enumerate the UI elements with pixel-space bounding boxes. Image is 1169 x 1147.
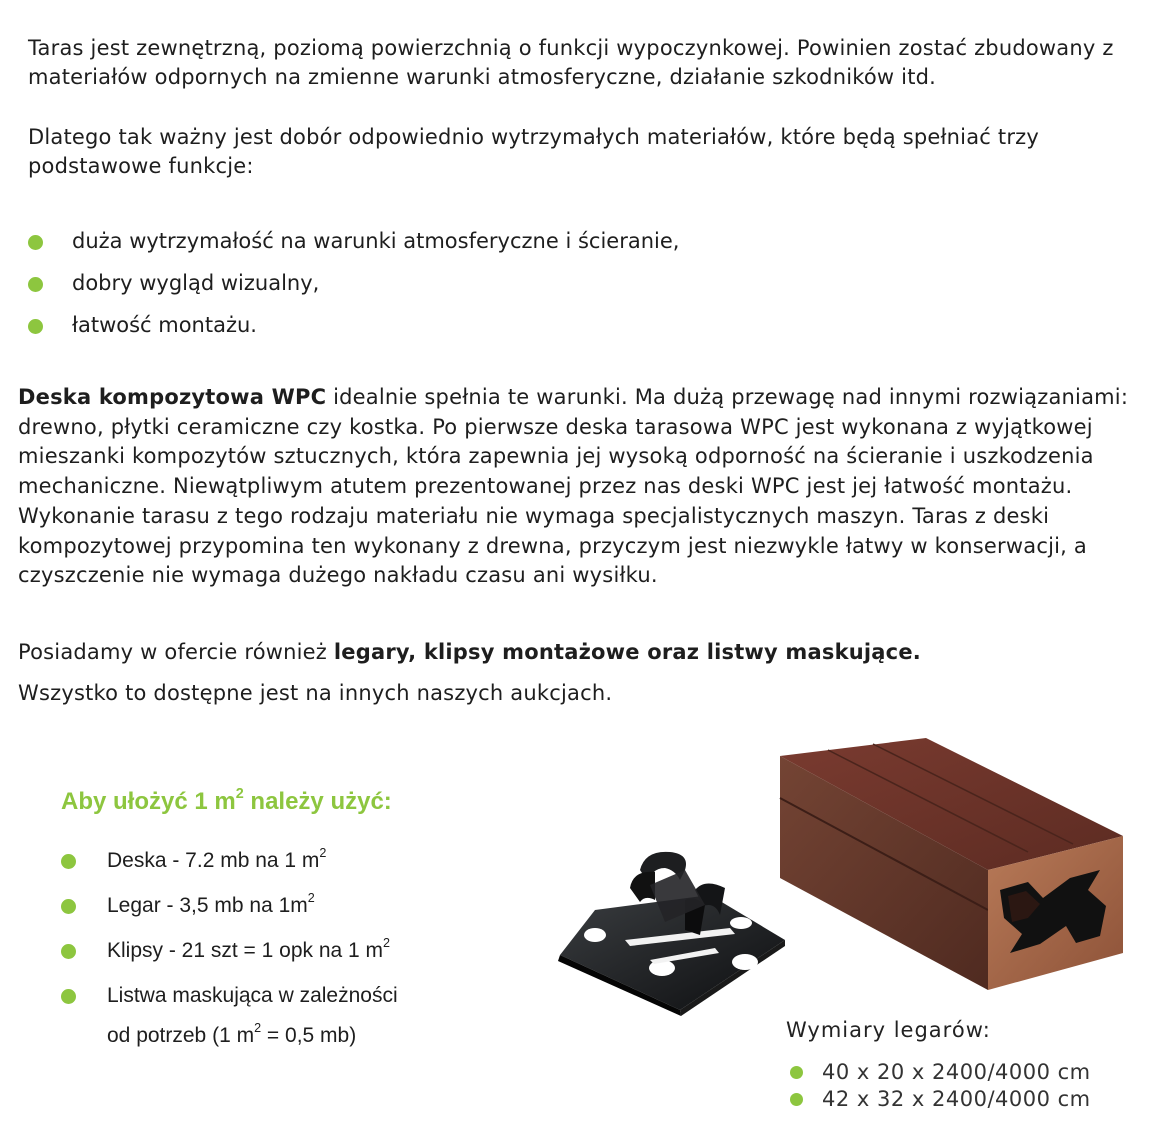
bullet-dot-icon <box>61 989 76 1004</box>
wpc-bold: Deska kompozytowa WPC <box>18 385 327 409</box>
intro-paragraph-1: Taras jest zewnętrzną, poziomą powierzchnią o funkcji wypoczynkowej. Powinien zostać zbudowany z materiałów odpornych na zmienne warunki atmosferyczne, działanie szkodników itd. <box>28 36 1114 89</box>
offer-line-2: Wszystko to dostępne jest na innych naszych aukcjach. <box>18 681 613 705</box>
bullet-dot-icon <box>28 277 43 292</box>
list-item: Deska - 7.2 mb na 1 $m^2$ <box>61 846 398 891</box>
list-item: Legar - 3,5 mb na $1m^2$ <box>61 891 398 936</box>
bullet-dot-icon <box>61 944 76 959</box>
bullet-dot-icon <box>61 854 76 869</box>
wpc-paragraph <box>18 383 1158 591</box>
list-item: łatwość montażu. <box>28 311 679 353</box>
wpc-text: idealnie spełnia te warunki. Ma dużą przewagę nad innymi rozwiązaniami: drewno, płytki ceramiczne czy kostka. Po pierwsze deska tarasowa WPC jest wykonana z wyjątkowej mieszanki kompozytów sztucznych, która zapewnia jej wysoką odporność na ścieranie i uszkodzenia mechaniczne. Niewątpliwym atutem prezentowanej przez nas deski WPC jest jej łatwość montażu. Wykonanie tarasu z tego rodzaju materiału nie wymaga specjalistycznych maszyn. Taras z deski kompozytowej przypomina ten wykonany z drewna, przyczym jest niezwykle łatwy w konserwacji, a czyszczenie nie wymaga dużego nakładu czasu ani wysiłku. <box>18 385 1129 588</box>
dimensions-list <box>790 1060 1091 1114</box>
list-item: dobry wygląd wizualny, <box>28 269 679 311</box>
bullet-dot-icon <box>790 1093 803 1106</box>
offer-bold: legary, klipsy montażowe oraz listwy maskujące. <box>333 640 921 664</box>
functions-list <box>28 227 679 353</box>
offer-paragraph: Posiadamy w ofercie również legary, klipsy montażowe oraz listwy maskujące. <box>18 640 921 664</box>
intro-paragraph-2: Dlatego tak ważny jest dobór odpowiednio wytrzymałych materiałów, które będą spełniać trzy podstawowe funkcje: <box>28 125 1040 178</box>
list-item-continuation: od potrzeb (1 $m^2 = 0,5$ mb) <box>107 1021 357 1047</box>
list-item: 42 x 32 x 2400/4000 cm <box>790 1087 1091 1114</box>
composite-joist-image <box>778 738 1143 993</box>
mounting-clip-image <box>555 840 785 1020</box>
usage-list <box>61 846 398 1050</box>
list-item: duża wytrzymałość na warunki atmosferyczne i ścieranie, <box>28 227 679 269</box>
usage-title: Aby ułożyć 1 $m^2$ należy użyć: <box>61 786 392 815</box>
bullet-dot-icon <box>61 899 76 914</box>
bullet-dot-icon <box>790 1066 803 1079</box>
list-item: 40 x 20 x 2400/4000 cm <box>790 1060 1091 1087</box>
list-item: Klipsy - 21 szt = 1 opk na 1 $m^2$ <box>61 936 398 981</box>
bullet-dot-icon <box>28 235 43 250</box>
bullet-dot-icon <box>28 319 43 334</box>
list-item: Listwa maskująca w zależności <box>61 981 398 1021</box>
dimensions-title: Wymiary legarów: <box>786 1018 991 1042</box>
